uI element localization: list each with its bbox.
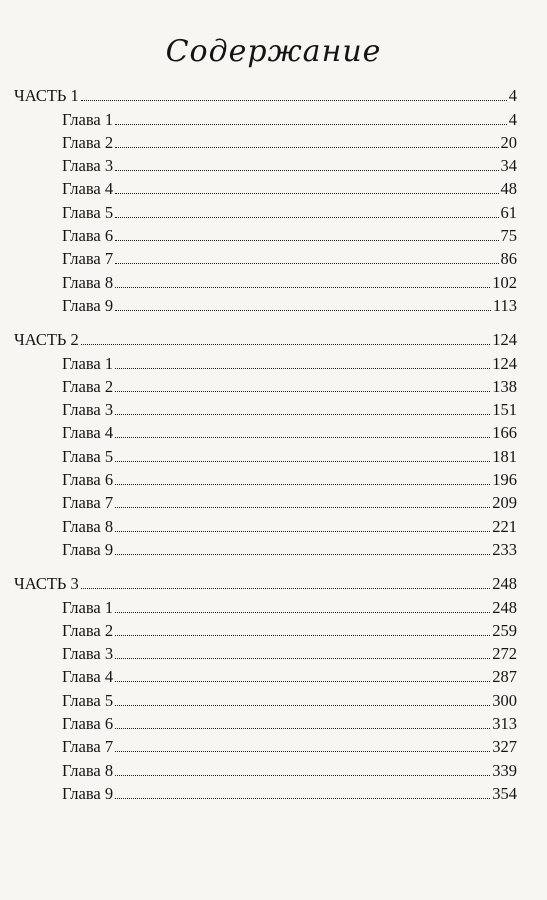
chapter-label: Глава 8 bbox=[62, 516, 114, 536]
chapter-label: Глава 2 bbox=[62, 132, 114, 152]
page-number: 248 bbox=[492, 574, 517, 594]
toc-chapter-entry[interactable] bbox=[0, 663, 547, 686]
chapter-label: Глава 6 bbox=[62, 714, 114, 734]
page-number: 327 bbox=[492, 737, 517, 757]
toc-part-entry[interactable] bbox=[0, 570, 547, 593]
chapter-label: Глава 7 bbox=[62, 737, 114, 757]
toc-chapter-entry[interactable] bbox=[0, 129, 547, 152]
chapter-label: Глава 2 bbox=[62, 620, 114, 640]
toc-chapter-entry[interactable] bbox=[0, 419, 547, 442]
dot-leader bbox=[115, 124, 507, 125]
chapter-label: Глава 9 bbox=[62, 295, 114, 315]
chapter-label: Глава 6 bbox=[62, 226, 114, 246]
dot-leader bbox=[115, 170, 498, 171]
chapter-label: Глава 1 bbox=[62, 109, 114, 129]
page-number: 300 bbox=[492, 690, 517, 710]
dot-leader bbox=[115, 798, 490, 799]
dot-leader bbox=[81, 344, 490, 345]
toc-chapter-entry[interactable] bbox=[0, 710, 547, 733]
page-number: 124 bbox=[492, 330, 517, 350]
toc-chapter-entry[interactable] bbox=[0, 349, 547, 372]
toc-chapter-entry[interactable] bbox=[0, 373, 547, 396]
dot-leader bbox=[115, 554, 490, 555]
toc-chapter-entry[interactable] bbox=[0, 640, 547, 663]
dot-leader bbox=[115, 531, 490, 532]
page-number: 75 bbox=[500, 226, 517, 246]
toc-chapter-entry[interactable] bbox=[0, 442, 547, 465]
page-number: 181 bbox=[492, 446, 517, 466]
chapter-label: Глава 4 bbox=[62, 423, 114, 443]
page-title: Содержание bbox=[165, 34, 382, 69]
dot-leader bbox=[115, 612, 490, 613]
dot-leader bbox=[115, 507, 490, 508]
dot-leader bbox=[115, 263, 498, 264]
page-number: 124 bbox=[492, 353, 517, 373]
page-number: 48 bbox=[500, 179, 517, 199]
toc-chapter-entry[interactable] bbox=[0, 780, 547, 803]
dot-leader bbox=[115, 287, 490, 288]
page-number: 166 bbox=[492, 423, 517, 443]
page-number: 313 bbox=[492, 714, 517, 734]
dot-leader bbox=[115, 775, 490, 776]
chapter-label: Глава 8 bbox=[62, 272, 114, 292]
toc-chapter-entry[interactable] bbox=[0, 617, 547, 640]
page-number: 4 bbox=[508, 109, 517, 129]
dot-leader bbox=[115, 728, 490, 729]
chapter-label: Глава 1 bbox=[62, 597, 114, 617]
page-number: 248 bbox=[492, 597, 517, 617]
page-number: 209 bbox=[492, 493, 517, 513]
page-number: 354 bbox=[492, 783, 517, 803]
chapter-label: Глава 5 bbox=[62, 690, 114, 710]
chapter-label: Глава 5 bbox=[62, 202, 114, 222]
toc-chapter-entry[interactable] bbox=[0, 733, 547, 756]
dot-leader bbox=[115, 681, 490, 682]
dot-leader bbox=[115, 461, 490, 462]
toc-chapter-entry[interactable] bbox=[0, 222, 547, 245]
toc-part-entry[interactable] bbox=[0, 326, 547, 349]
toc-chapter-entry[interactable] bbox=[0, 756, 547, 779]
toc-chapter-entry[interactable] bbox=[0, 268, 547, 291]
part-label: ЧАСТЬ 3 bbox=[14, 574, 79, 594]
dot-leader bbox=[115, 240, 498, 241]
page-number: 221 bbox=[492, 516, 517, 536]
toc-chapter-entry[interactable] bbox=[0, 512, 547, 535]
page-number: 113 bbox=[492, 295, 517, 315]
toc-part-entry[interactable] bbox=[0, 82, 547, 105]
chapter-label: Глава 7 bbox=[62, 249, 114, 269]
dot-leader bbox=[115, 147, 498, 148]
page-number: 86 bbox=[500, 249, 517, 269]
toc-chapter-entry[interactable] bbox=[0, 175, 547, 198]
chapter-label: Глава 3 bbox=[62, 644, 114, 664]
page-number: 34 bbox=[500, 156, 517, 176]
toc-chapter-entry[interactable] bbox=[0, 686, 547, 709]
dot-leader bbox=[115, 368, 490, 369]
toc-chapter-entry[interactable] bbox=[0, 245, 547, 268]
dot-leader bbox=[115, 217, 498, 218]
toc-chapter-entry[interactable] bbox=[0, 536, 547, 559]
toc-chapter-entry[interactable] bbox=[0, 396, 547, 419]
dot-leader bbox=[115, 658, 490, 659]
page-number: 102 bbox=[492, 272, 517, 292]
toc-chapter-entry[interactable] bbox=[0, 593, 547, 616]
toc-chapter-entry[interactable] bbox=[0, 489, 547, 512]
dot-leader bbox=[81, 100, 507, 101]
chapter-label: Глава 3 bbox=[62, 400, 114, 420]
page-number: 339 bbox=[492, 760, 517, 780]
chapter-label: Глава 4 bbox=[62, 667, 114, 687]
dot-leader bbox=[115, 391, 490, 392]
dot-leader bbox=[115, 310, 491, 311]
page-number: 287 bbox=[492, 667, 517, 687]
dot-leader bbox=[115, 437, 490, 438]
toc-chapter-entry[interactable] bbox=[0, 198, 547, 221]
page-number: 20 bbox=[500, 132, 517, 152]
chapter-label: Глава 8 bbox=[62, 760, 114, 780]
dot-leader bbox=[115, 635, 490, 636]
toc-chapter-entry[interactable] bbox=[0, 105, 547, 128]
chapter-label: Глава 6 bbox=[62, 470, 114, 490]
page-number: 61 bbox=[500, 202, 517, 222]
toc-part-2 bbox=[0, 326, 547, 559]
page-number: 138 bbox=[492, 376, 517, 396]
chapter-label: Глава 4 bbox=[62, 179, 114, 199]
chapter-label: Глава 9 bbox=[62, 783, 114, 803]
part-label: ЧАСТЬ 1 bbox=[14, 86, 79, 106]
page-number: 151 bbox=[492, 400, 517, 420]
toc-part-1 bbox=[0, 82, 547, 315]
chapter-label: Глава 5 bbox=[62, 446, 114, 466]
part-label: ЧАСТЬ 2 bbox=[14, 330, 79, 350]
dot-leader bbox=[115, 484, 490, 485]
dot-leader bbox=[81, 588, 490, 589]
chapter-label: Глава 3 bbox=[62, 156, 114, 176]
toc-chapter-entry[interactable] bbox=[0, 466, 547, 489]
dot-leader bbox=[115, 751, 490, 752]
toc-chapter-entry[interactable] bbox=[0, 292, 547, 315]
page-number: 4 bbox=[508, 86, 517, 106]
chapter-label: Глава 7 bbox=[62, 493, 114, 513]
dot-leader bbox=[115, 705, 490, 706]
dot-leader bbox=[115, 414, 490, 415]
page-number: 196 bbox=[492, 470, 517, 490]
chapter-label: Глава 1 bbox=[62, 353, 114, 373]
page-number: 233 bbox=[492, 539, 517, 559]
page-number: 272 bbox=[492, 644, 517, 664]
page-number: 259 bbox=[492, 620, 517, 640]
chapter-label: Глава 9 bbox=[62, 539, 114, 559]
toc-chapter-entry[interactable] bbox=[0, 152, 547, 175]
dot-leader bbox=[115, 193, 498, 194]
toc-part-3 bbox=[0, 570, 547, 803]
chapter-label: Глава 2 bbox=[62, 376, 114, 396]
